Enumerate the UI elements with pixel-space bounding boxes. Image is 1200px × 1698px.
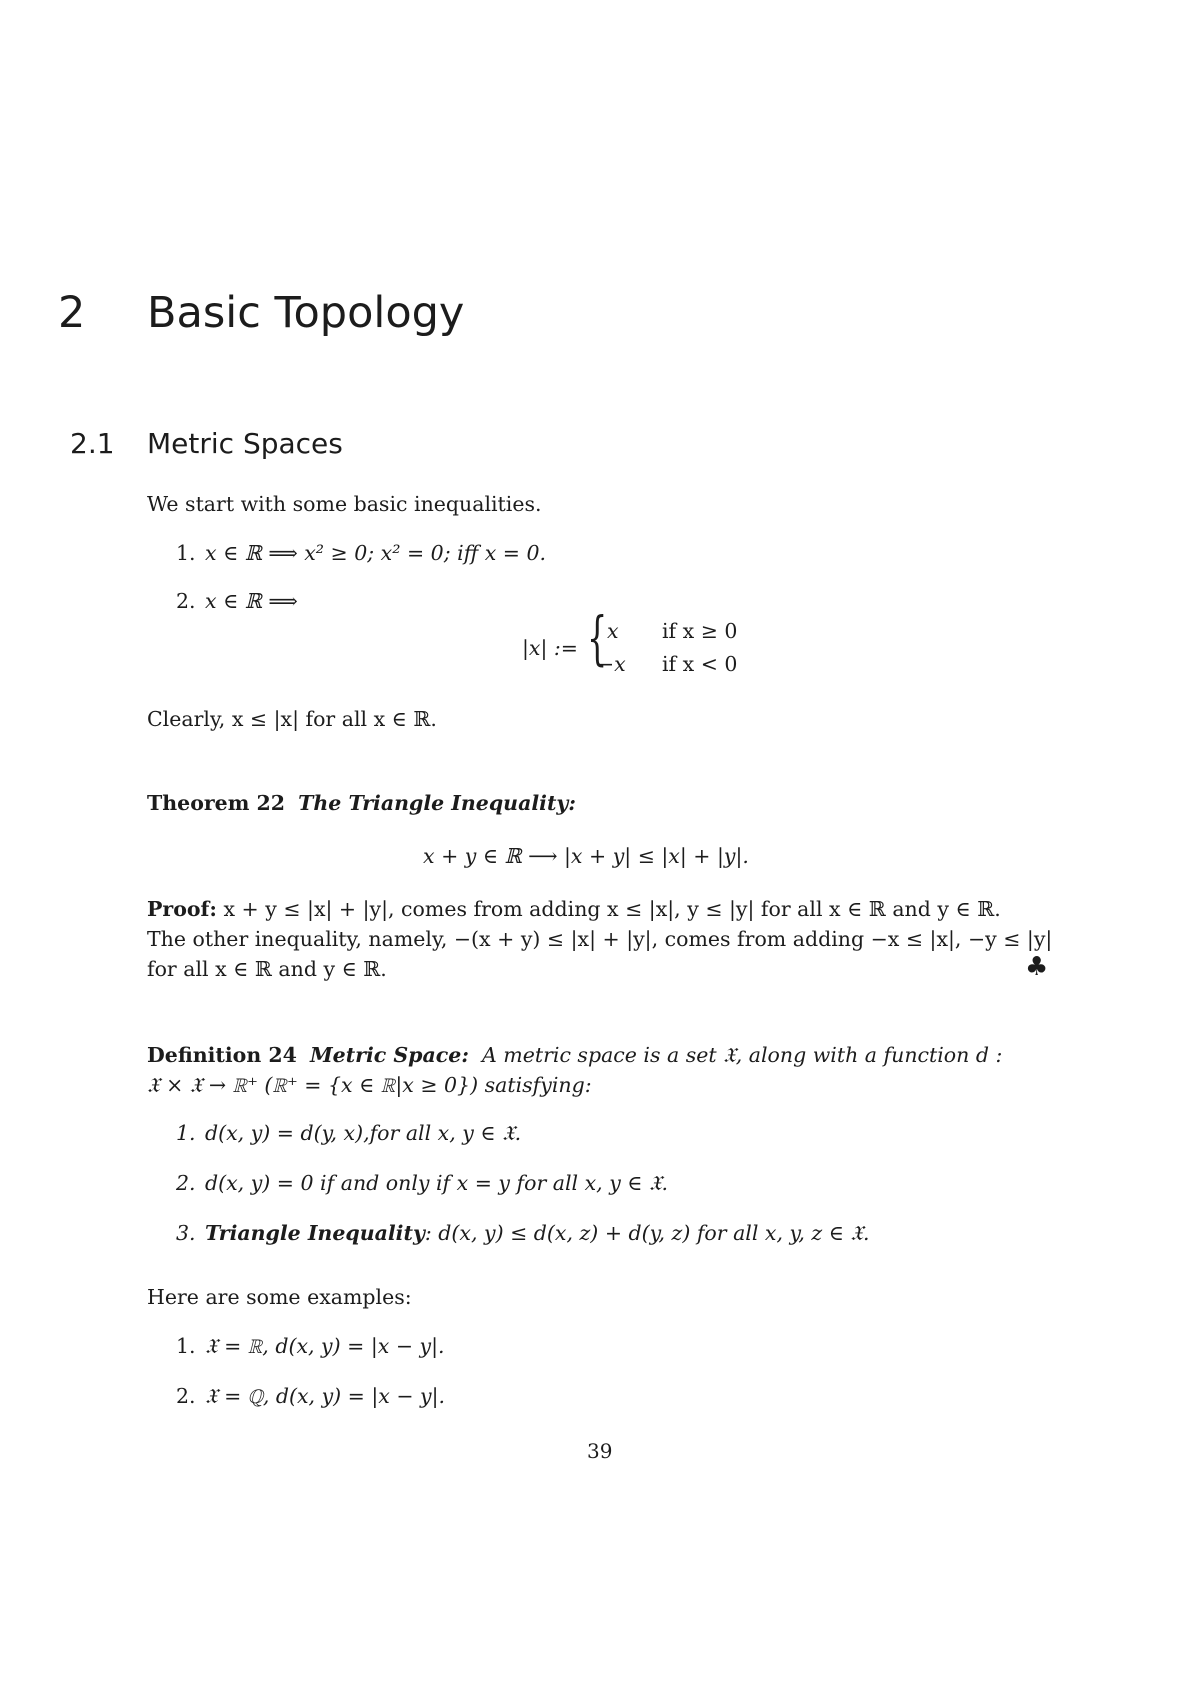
example-2-text: 𝔛 = ℚ, d(x, y) = |x − y|. [205, 1384, 446, 1408]
case-2-value: −x [597, 652, 626, 676]
qed-club-symbol: ♣ [1025, 952, 1049, 982]
inequality-2-text: x ∈ ℝ ⟹ [205, 589, 298, 613]
def-item-3-text [205, 1221, 870, 1246]
def-item-3-bold: Triangle Inequality [205, 1221, 425, 1245]
intro-text: We start with some basic inequalities. [147, 492, 542, 516]
page-number: 39 [587, 1439, 613, 1463]
chapter-title: Basic Topology [147, 288, 465, 338]
cases-brace: { [587, 604, 608, 672]
case-2-condition: if x < 0 [662, 652, 738, 676]
section-number: 2.1 [70, 427, 115, 460]
definition-label: Definition 24 [147, 1043, 297, 1067]
theorem-statement: x + y ∈ ℝ ⟶ |x + y| ≤ |x| + |y|. [423, 844, 749, 868]
proof-line-2: The other inequality, namely, −(x + y) ≤ |x| + |y|, comes from adding −x ≤ |x|, −y ≤ |y| [147, 927, 1053, 951]
theorem-name: The Triangle Inequality: [298, 791, 576, 815]
example-2-number: 2. [176, 1384, 196, 1408]
proof-line-1-text: x + y ≤ |x| + |y|, comes from adding x ≤ |x|, y ≤ |y| for all x ∈ ℝ and y ∈ ℝ. [223, 897, 1001, 921]
inequality-1-text: x ∈ ℝ ⟹ x² ≥ 0; x² = 0; iff x = 0. [205, 541, 547, 565]
example-1-number: 1. [176, 1334, 196, 1358]
clearly-text: Clearly, x ≤ |x| for all x ∈ ℝ. [147, 707, 437, 731]
case-1-condition: if x ≥ 0 [662, 619, 738, 643]
theorem-label: Theorem 22 [147, 791, 286, 815]
inequality-1-number: 1. [176, 541, 196, 565]
section-title: Metric Spaces [147, 427, 343, 460]
def-item-2-number: 2. [176, 1171, 196, 1195]
case-1-value: x [607, 619, 619, 643]
definition-line-1-rest: A metric space is a set 𝔛, along with a function d : [481, 1043, 1003, 1067]
abs-lhs: |x| := [522, 636, 578, 660]
definition-name: Metric Space: [309, 1043, 469, 1067]
proof-line-3: for all x ∈ ℝ and y ∈ ℝ. [147, 957, 387, 981]
example-1-text: 𝔛 = ℝ, d(x, y) = |x − y|. [205, 1334, 445, 1358]
def-item-3-number: 3. [176, 1221, 196, 1245]
inequality-2-number: 2. [176, 589, 196, 613]
proof-label: Proof: [147, 897, 217, 921]
theorem-heading [147, 791, 576, 816]
proof-line-1 [147, 897, 1001, 922]
def-item-1-number: 1. [176, 1121, 196, 1145]
chapter-number: 2 [58, 288, 86, 338]
definition-line-2: 𝔛 × 𝔛 → ℝ⁺ (ℝ⁺ = {x ∈ ℝ|x ≥ 0}) satisfying: [147, 1073, 592, 1097]
definition-line-1 [147, 1043, 1002, 1068]
def-item-3-rest: : d(x, y) ≤ d(x, z) + d(y, z) for all x, y, z ∈ 𝔛. [424, 1221, 870, 1245]
def-item-2-text: d(x, y) = 0 if and only if x = y for all x, y ∈ 𝔛. [205, 1171, 669, 1195]
def-item-1-text: d(x, y) = d(y, x),for all x, y ∈ 𝔛. [205, 1121, 522, 1145]
examples-intro: Here are some examples: [147, 1285, 412, 1309]
